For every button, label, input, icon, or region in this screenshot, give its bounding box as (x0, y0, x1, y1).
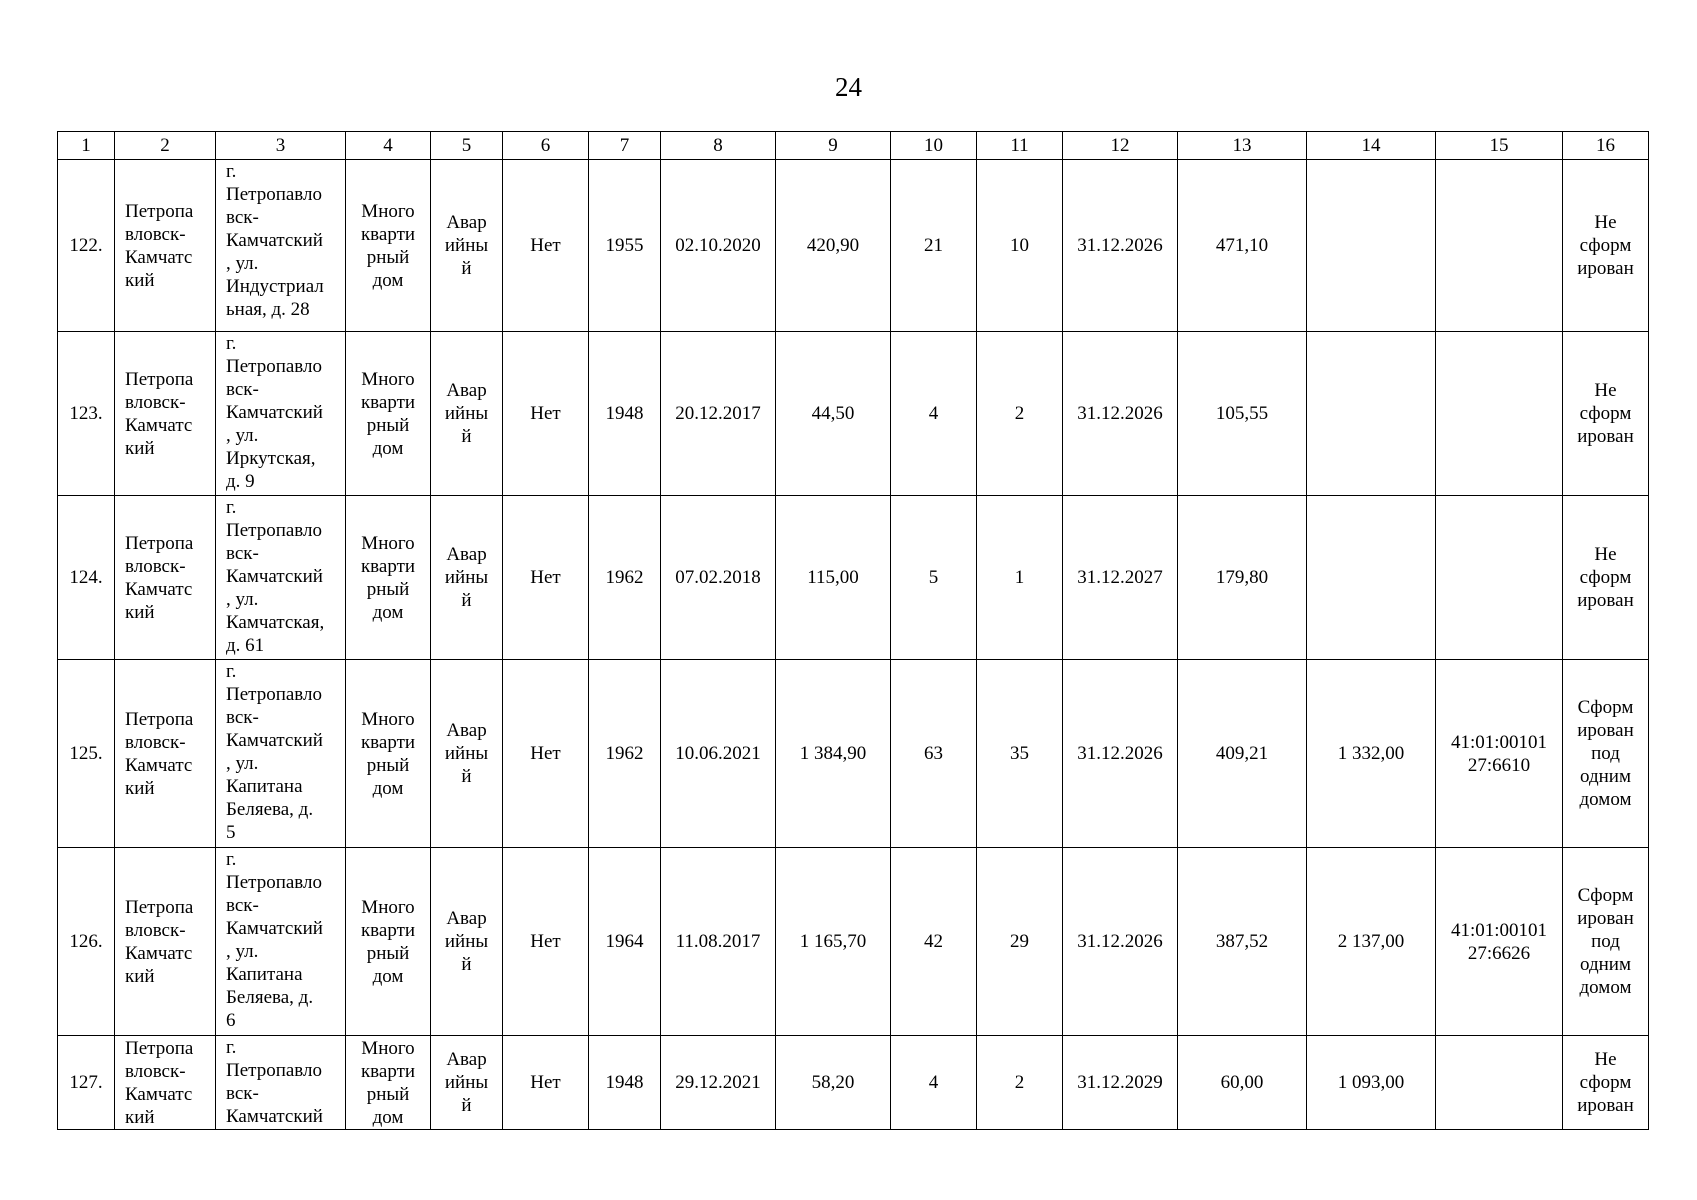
address-cell: г. Петропавло вск- Камчатский , ул. Камчатская, д. 61 (216, 496, 346, 660)
col10-cell: 5 (891, 496, 977, 660)
status-cell: Авар ийны й (431, 848, 503, 1036)
header-cell: 1 (58, 132, 115, 160)
status-cell: Авар ийны й (431, 660, 503, 848)
municipality-cell: Петропа вловск- Камчатс кий (115, 332, 216, 496)
house-type-cell: Много кварти рный дом (346, 848, 431, 1036)
area-cell: 44,50 (776, 332, 891, 496)
col11-cell: 2 (977, 332, 1063, 496)
area-cell: 58,20 (776, 1036, 891, 1130)
status-cell: Авар ийны й (431, 496, 503, 660)
municipality-cell: Петропа вловск- Камчатс кий (115, 660, 216, 848)
col13-cell: 409,21 (1178, 660, 1307, 848)
row-number: 125. (58, 660, 115, 848)
col10-cell: 42 (891, 848, 977, 1036)
date-cell: 29.12.2021 (661, 1036, 776, 1130)
col14-cell: 2 137,00 (1307, 848, 1436, 1036)
status-cell: Авар ийны й (431, 1036, 503, 1130)
year-cell: 1962 (589, 660, 661, 848)
status-cell: Авар ийны й (431, 160, 503, 332)
col10-cell: 4 (891, 332, 977, 496)
date-cell: 07.02.2018 (661, 496, 776, 660)
deadline-cell: 31.12.2026 (1063, 160, 1178, 332)
col14-cell (1307, 332, 1436, 496)
table-row (58, 1036, 1649, 1130)
table-row (58, 332, 1649, 496)
table-row (58, 848, 1649, 1036)
row-number: 123. (58, 332, 115, 496)
land-status-cell: Не сформ ирован (1563, 160, 1649, 332)
header-cell: 6 (503, 132, 589, 160)
page-number: 24 (835, 72, 862, 102)
header-cell: 15 (1436, 132, 1563, 160)
year-cell: 1962 (589, 496, 661, 660)
col6-cell: Нет (503, 848, 589, 1036)
header-cell: 3 (216, 132, 346, 160)
deadline-cell: 31.12.2026 (1063, 332, 1178, 496)
col10-cell: 4 (891, 1036, 977, 1130)
header-cell: 7 (589, 132, 661, 160)
house-type-cell: Много кварти рный дом (346, 1036, 431, 1130)
address-cell: г. Петропавло вск- Камчатский , ул. Иркутская, д. 9 (216, 332, 346, 496)
header-row (58, 132, 1649, 160)
header-cell: 9 (776, 132, 891, 160)
municipality-cell: Петропа вловск- Камчатс кий (115, 496, 216, 660)
deadline-cell: 31.12.2026 (1063, 848, 1178, 1036)
col10-cell: 21 (891, 160, 977, 332)
col14-cell: 1 093,00 (1307, 1036, 1436, 1130)
year-cell: 1948 (589, 1036, 661, 1130)
col6-cell: Нет (503, 496, 589, 660)
header-cell: 16 (1563, 132, 1649, 160)
col13-cell: 105,55 (1178, 332, 1307, 496)
col6-cell: Нет (503, 1036, 589, 1130)
row-number: 126. (58, 848, 115, 1036)
row-number: 122. (58, 160, 115, 332)
row-number: 127. (58, 1036, 115, 1130)
year-cell: 1948 (589, 332, 661, 496)
col6-cell: Нет (503, 660, 589, 848)
address-cell: г. Петропавло вск- Камчатский , ул. Капитана Беляева, д. 6 (216, 848, 346, 1036)
header-cell: 4 (346, 132, 431, 160)
header-cell: 5 (431, 132, 503, 160)
col11-cell: 35 (977, 660, 1063, 848)
header-cell: 11 (977, 132, 1063, 160)
col6-cell: Нет (503, 332, 589, 496)
address-cell: г. Петропавло вск- Камчатский (216, 1036, 346, 1130)
date-cell: 02.10.2020 (661, 160, 776, 332)
col14-cell: 1 332,00 (1307, 660, 1436, 848)
header-cell: 10 (891, 132, 977, 160)
col11-cell: 1 (977, 496, 1063, 660)
row-number: 124. (58, 496, 115, 660)
address-cell: г. Петропавло вск- Камчатский , ул. Индустриал ьная, д. 28 (216, 160, 346, 332)
col11-cell: 2 (977, 1036, 1063, 1130)
deadline-cell: 31.12.2027 (1063, 496, 1178, 660)
col11-cell: 10 (977, 160, 1063, 332)
house-type-cell: Много кварти рный дом (346, 160, 431, 332)
cadastral-cell (1436, 496, 1563, 660)
col14-cell (1307, 160, 1436, 332)
year-cell: 1964 (589, 848, 661, 1036)
date-cell: 10.06.2021 (661, 660, 776, 848)
header-cell: 14 (1307, 132, 1436, 160)
status-cell: Авар ийны й (431, 332, 503, 496)
land-status-cell: Не сформ ирован (1563, 1036, 1649, 1130)
cadastral-cell (1436, 1036, 1563, 1130)
area-cell: 1 384,90 (776, 660, 891, 848)
col14-cell (1307, 496, 1436, 660)
col13-cell: 179,80 (1178, 496, 1307, 660)
header-cell: 8 (661, 132, 776, 160)
house-type-cell: Много кварти рный дом (346, 496, 431, 660)
table-row (58, 660, 1649, 848)
municipality-cell: Петропа вловск- Камчатс кий (115, 1036, 216, 1130)
col13-cell: 60,00 (1178, 1036, 1307, 1130)
land-status-cell: Не сформ ирован (1563, 332, 1649, 496)
municipality-cell: Петропа вловск- Камчатс кий (115, 848, 216, 1036)
deadline-cell: 31.12.2029 (1063, 1036, 1178, 1130)
area-cell: 420,90 (776, 160, 891, 332)
land-status-cell: Сформ ирован под одним домом (1563, 660, 1649, 848)
col6-cell: Нет (503, 160, 589, 332)
house-type-cell: Много кварти рный дом (346, 332, 431, 496)
table-row (58, 496, 1649, 660)
col13-cell: 387,52 (1178, 848, 1307, 1036)
deadline-cell: 31.12.2026 (1063, 660, 1178, 848)
cadastral-cell: 41:01:00101 27:6610 (1436, 660, 1563, 848)
cadastral-cell: 41:01:00101 27:6626 (1436, 848, 1563, 1036)
area-cell: 1 165,70 (776, 848, 891, 1036)
header-cell: 13 (1178, 132, 1307, 160)
header-cell: 12 (1063, 132, 1178, 160)
land-status-cell: Сформ ирован под одним домом (1563, 848, 1649, 1036)
col13-cell: 471,10 (1178, 160, 1307, 332)
housing-registry-table (57, 131, 1649, 1130)
cadastral-cell (1436, 160, 1563, 332)
col10-cell: 63 (891, 660, 977, 848)
date-cell: 11.08.2017 (661, 848, 776, 1036)
municipality-cell: Петропа вловск- Камчатс кий (115, 160, 216, 332)
address-cell: г. Петропавло вск- Камчатский , ул. Капитана Беляева, д. 5 (216, 660, 346, 848)
header-cell: 2 (115, 132, 216, 160)
house-type-cell: Много кварти рный дом (346, 660, 431, 848)
col11-cell: 29 (977, 848, 1063, 1036)
area-cell: 115,00 (776, 496, 891, 660)
cadastral-cell (1436, 332, 1563, 496)
date-cell: 20.12.2017 (661, 332, 776, 496)
year-cell: 1955 (589, 160, 661, 332)
table-row (58, 160, 1649, 332)
land-status-cell: Не сформ ирован (1563, 496, 1649, 660)
